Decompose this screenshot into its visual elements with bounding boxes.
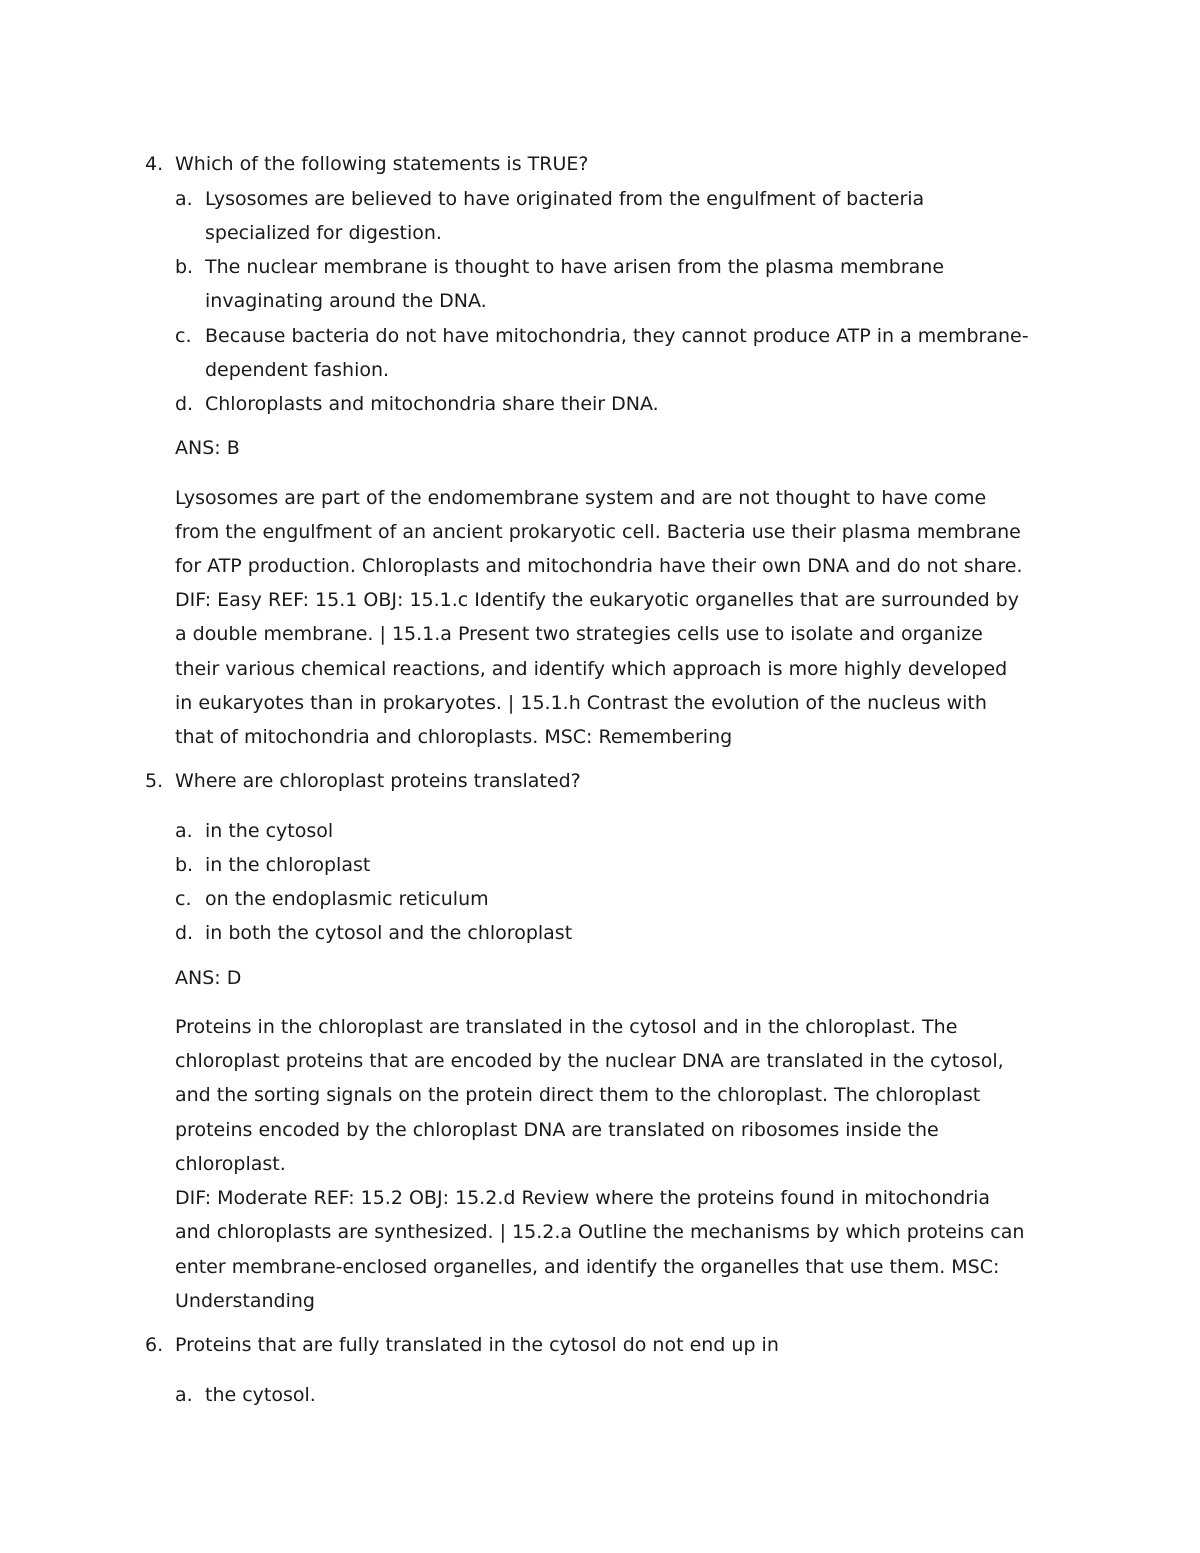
option-text: in the chloroplast bbox=[205, 854, 371, 876]
explanation-line: a double membrane. | 15.1.a Present two strategies cells use to isolate and organize bbox=[175, 623, 983, 645]
question-number: 4. bbox=[145, 153, 164, 175]
answer-key: ANS: B bbox=[175, 437, 240, 459]
explanation-line: proteins encoded by the chloroplast DNA are translated on ribosomes inside the bbox=[175, 1119, 939, 1141]
option-text: on the endoplasmic reticulum bbox=[205, 888, 489, 910]
option-text: invaginating around the DNA. bbox=[205, 290, 487, 312]
option-text: in the cytosol bbox=[205, 820, 334, 842]
explanation-line: in eukaryotes than in prokaryotes. | 15.1.h Contrast the evolution of the nucleus with bbox=[175, 692, 987, 714]
explanation-line: DIF: Moderate REF: 15.2 OBJ: 15.2.d Review where the proteins found in mitochondria bbox=[175, 1187, 991, 1209]
option-letter: a. bbox=[175, 1384, 193, 1406]
question-number: 6. bbox=[145, 1334, 164, 1356]
explanation-line: that of mitochondria and chloroplasts. MSC: Remembering bbox=[175, 726, 733, 748]
option-letter: c. bbox=[175, 325, 192, 347]
option-letter: a. bbox=[175, 820, 193, 842]
option-text: The nuclear membrane is thought to have arisen from the plasma membrane bbox=[205, 256, 945, 278]
explanation-line: for ATP production. Chloroplasts and mitochondria have their own DNA and do not share. bbox=[175, 555, 1023, 577]
explanation-line: DIF: Easy REF: 15.1 OBJ: 15.1.c Identify the eukaryotic organelles that are surrounded by bbox=[175, 589, 1019, 611]
option-text: specialized for digestion. bbox=[205, 222, 442, 244]
explanation-line: chloroplast. bbox=[175, 1153, 286, 1175]
option-letter: c. bbox=[175, 888, 192, 910]
option-text: Chloroplasts and mitochondria share their DNA. bbox=[205, 393, 659, 415]
option-letter: b. bbox=[175, 854, 194, 876]
explanation-line: and the sorting signals on the protein direct them to the chloroplast. The chloroplast bbox=[175, 1084, 981, 1106]
explanation-line: enter membrane-enclosed organelles, and identify the organelles that use them. MSC: bbox=[175, 1256, 1000, 1278]
option-text: in both the cytosol and the chloroplast bbox=[205, 922, 573, 944]
option-letter: d. bbox=[175, 393, 194, 415]
answer-key: ANS: D bbox=[175, 967, 242, 989]
explanation-line: Understanding bbox=[175, 1290, 315, 1312]
question-stem: Which of the following statements is TRUE? bbox=[175, 153, 589, 175]
explanation-line: chloroplast proteins that are encoded by the nuclear DNA are translated in the cytosol, bbox=[175, 1050, 1004, 1072]
explanation-line: their various chemical reactions, and identify which approach is more highly developed bbox=[175, 658, 1008, 680]
option-letter: a. bbox=[175, 188, 193, 210]
explanation-line: and chloroplasts are synthesized. | 15.2.a Outline the mechanisms by which proteins can bbox=[175, 1221, 1025, 1243]
explanation-line: from the engulfment of an ancient prokaryotic cell. Bacteria use their plasma membrane bbox=[175, 521, 1021, 543]
question-number: 5. bbox=[145, 770, 164, 792]
question-stem: Proteins that are fully translated in the cytosol do not end up in bbox=[175, 1334, 779, 1356]
option-letter: d. bbox=[175, 922, 194, 944]
option-text: the cytosol. bbox=[205, 1384, 316, 1406]
explanation-line: Lysosomes are part of the endomembrane system and are not thought to have come bbox=[175, 487, 987, 509]
option-letter: b. bbox=[175, 256, 194, 278]
option-text: Lysosomes are believed to have originated from the engulfment of bacteria bbox=[205, 188, 925, 210]
option-text: dependent fashion. bbox=[205, 359, 390, 381]
explanation-line: Proteins in the chloroplast are translated in the cytosol and in the chloroplast. The bbox=[175, 1016, 958, 1038]
option-text: Because bacteria do not have mitochondria, they cannot produce ATP in a membrane- bbox=[205, 325, 1029, 347]
question-stem: Where are chloroplast proteins translated? bbox=[175, 770, 581, 792]
